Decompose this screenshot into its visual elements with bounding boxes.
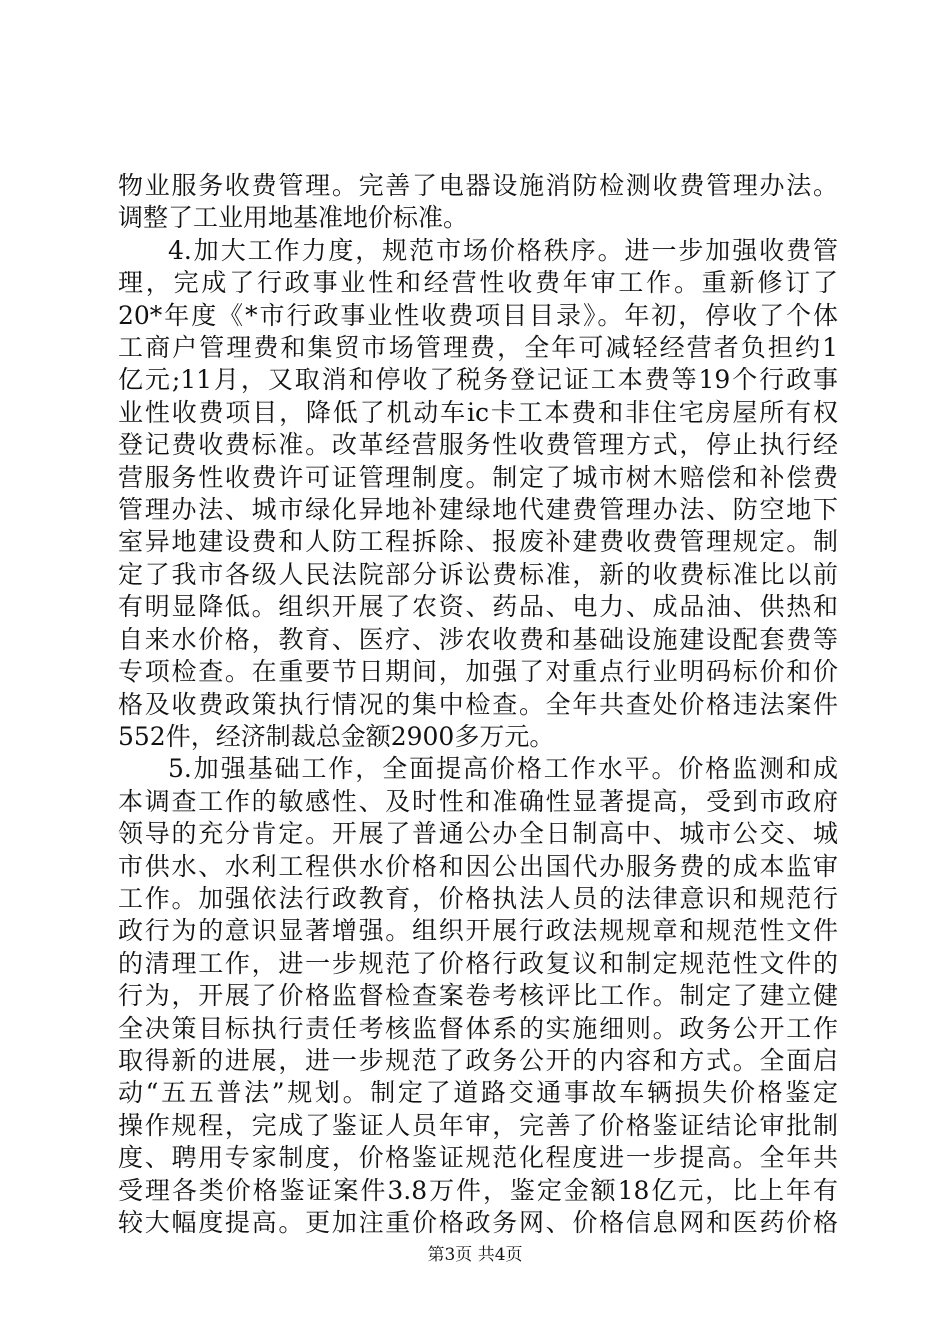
- text-line: 室异地建设费和人防工程拆除、报废补建费收费管理规定。制: [118, 527, 838, 557]
- text-line: 定了我市各级人民法院部分诉讼费标准，新的收费标准比以前: [118, 559, 838, 589]
- text-line: 行为，开展了价格监督检查案卷考核评比工作。制定了建立健: [118, 981, 838, 1011]
- text-line: 物业服务收费管理。完善了电器设施消防检测收费管理办法。: [118, 171, 838, 200]
- text-line: 552件，经济制裁总金额2900多万元。: [118, 721, 555, 751]
- text-line: 市供水、水利工程供水价格和因公出国代办服务费的成本监审: [118, 851, 838, 881]
- text-line: 领导的充分肯定。开展了普通公办全日制高中、城市公交、城: [118, 819, 838, 849]
- document-body: [118, 170, 838, 1239]
- text-line: 全决策目标执行责任考核监督体系的实施细则。政务公开工作: [118, 1013, 838, 1043]
- text-line: 度、聘用专家制度，价格鉴证规范化程度进一步提高。全年共: [118, 1143, 838, 1173]
- text-line: 的清理工作，进一步规范了价格行政复议和制定规范性文件的: [118, 948, 838, 978]
- text-line: 亿元;11月，又取消和停收了税务登记证工本费等19个行政事: [118, 365, 838, 395]
- text-line: 自来水价格，教育、医疗、涉农收费和基础设施建设配套费等: [118, 624, 838, 654]
- text-line: 20*年度《*市行政事业性收费项目目录》。年初，停收了个体: [118, 300, 838, 330]
- text-line: 调整了工业用地基准地价标准。: [118, 203, 469, 233]
- text-line: 管理办法、城市绿化异地补建绿地代建费管理办法、防空地下: [118, 495, 838, 525]
- text-line: 营服务性收费许可证管理制度。制定了城市树木赔偿和补偿费: [118, 462, 838, 492]
- text-line: 操作规程，完成了鉴证人员年审，完善了价格鉴证结论审批制: [118, 1110, 838, 1140]
- page-footer: 第3页 共4页: [427, 1245, 523, 1265]
- text-line: 格及收费政策执行情况的集中检查。全年共查处价格违法案件: [118, 689, 838, 719]
- text-line: 受理各类价格鉴证案件3.8万件，鉴定金额18亿元，比上年有: [118, 1175, 838, 1205]
- text-line: 4.加大工作力度，规范市场价格秩序。进一步加强收费管: [168, 235, 838, 265]
- text-line: 5.加强基础工作，全面提高价格工作水平。价格监测和成: [168, 754, 838, 784]
- text-line: 工商户管理费和集贸市场管理费，全年可减轻经营者负担约1: [118, 333, 838, 363]
- text-line: 专项检查。在重要节日期间，加强了对重点行业明码标价和价: [118, 657, 838, 687]
- text-line: 理，完成了行政事业性和经营性收费年审工作。重新修订了: [118, 268, 838, 298]
- text-line: 有明显降低。组织开展了农资、药品、电力、成品油、供热和: [118, 592, 838, 622]
- text-line: 较大幅度提高。更加注重价格政务网、价格信息网和医药价格: [118, 1208, 838, 1237]
- text-line: 动“五五普法”规划。制定了道路交通事故车辆损失价格鉴定: [118, 1078, 838, 1108]
- text-line: 政行为的意识显著增强。组织开展行政法规规章和规范性文件: [118, 916, 838, 946]
- text-line: 本调查工作的敏感性、及时性和准确性显著提高，受到市政府: [118, 786, 838, 816]
- text-line: 登记费收费标准。改革经营服务性收费管理方式，停止执行经: [118, 430, 838, 460]
- text-line: 工作。加强依法行政教育，价格执法人员的法律意识和规范行: [118, 883, 838, 913]
- text-line: 取得新的进展，进一步规范了政务公开的内容和方式。全面启: [118, 1045, 838, 1075]
- text-line: 业性收费项目，降低了机动车ic卡工本费和非住宅房屋所有权: [118, 397, 838, 427]
